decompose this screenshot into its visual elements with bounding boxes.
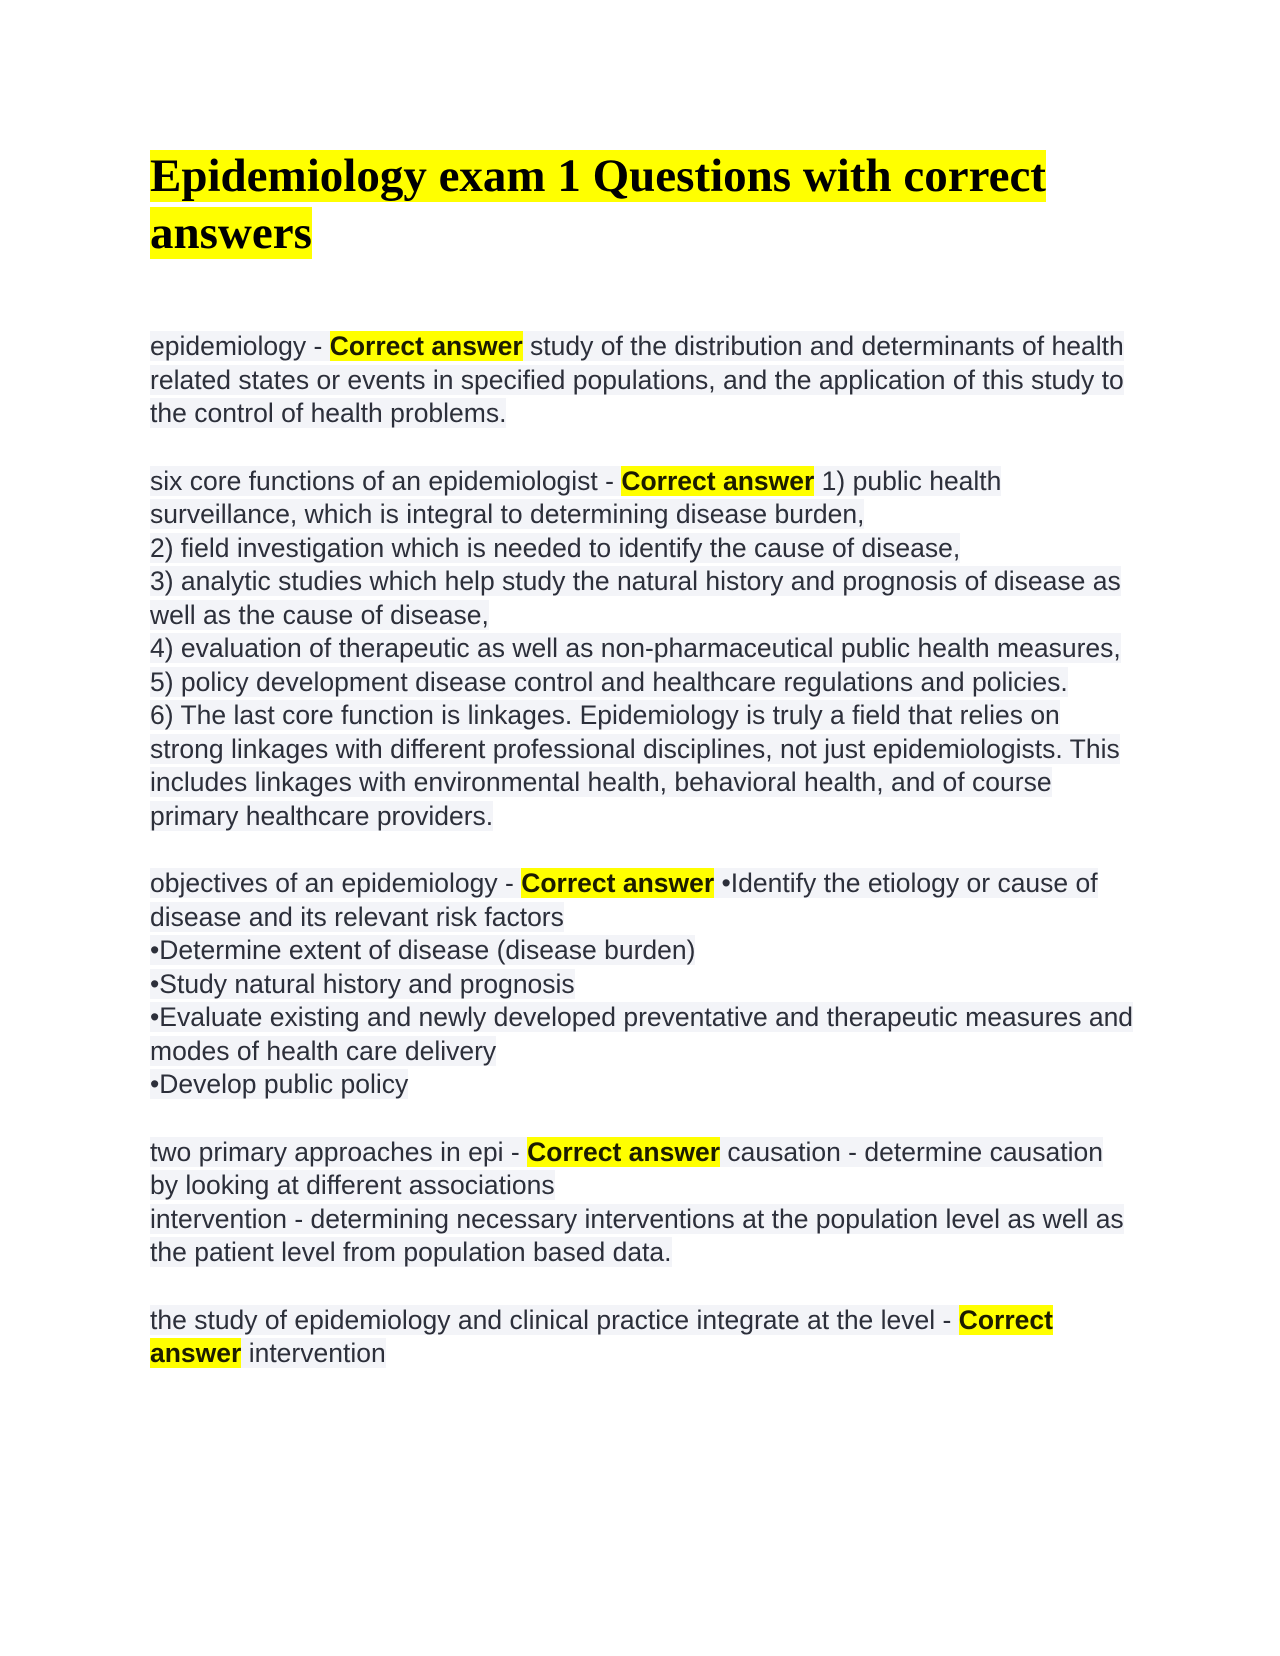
qa-entry [150,1304,1135,1371]
answer-text: •Study natural history and prognosis [150,968,575,999]
question-text: two primary approaches in epi - [150,1136,528,1167]
qa-list [150,330,1135,1371]
question-text: the study of epidemiology and clinical practice integrate at the level - [150,1304,959,1335]
answer-text: 1) public health surveillance, which is integral to determining disease burden, [150,465,1002,529]
document-title [150,148,1135,262]
answer-text: 3) analytic studies which help study the natural history and prognosis of disease as well as the cause of disease, [150,566,1121,630]
answer-text: •Develop public policy [150,1069,409,1099]
answer-text: •Evaluate existing and newly developed preventative and therapeutic measures and modes of health care delivery [150,1002,1134,1066]
answer-text: 4) evaluation of therapeutic as well as non-pharmaceutical public health measures, [150,633,1121,663]
answer-text: 6) The last core function is linkages. Epidemiology is truly a field that relies on strong linkages with different professional disciplines, not just epidemiologists. This includes linkages with environmental health, behavioral health, and of course primary healthcare providers. [150,700,1120,831]
answer-text: 2) field investigation which is needed to identify the cause of disease, [150,532,961,563]
question-text: objectives of an epidemiology - [150,868,522,898]
qa-entry [150,867,1135,1102]
correct-answer-label: Correct answer [527,1136,721,1167]
correct-answer-label: Correct answer [521,868,715,898]
answer-text: study of the distribution and determinants of health related states or events in specified populations, and the application of this study to the control of health problems. [150,331,1124,428]
answer-text: intervention - determining necessary interventions at the population level as well as the patient level from population based data. [150,1203,1124,1267]
answer-text: •Identify the etiology or cause of disease and its relevant risk factors [150,868,1098,932]
question-text: six core functions of an epidemiologist - [150,465,622,496]
qa-entry [150,1136,1135,1270]
correct-answer-label: Correct answer [329,331,523,361]
correct-answer-label: Correct answer [150,1304,1053,1368]
answer-text: •Determine extent of disease (disease burden) [150,935,696,965]
answer-text: intervention [241,1338,386,1368]
document-page [150,148,1135,1405]
qa-entry [150,330,1135,431]
answer-text: 5) policy development disease control and healthcare regulations and policies. [150,666,1068,697]
question-text: epidemiology - [150,331,330,361]
qa-entry [150,465,1135,834]
answer-text: causation - determine causation by looking at different associations [150,1136,1104,1200]
correct-answer-label: Correct answer [621,465,815,496]
document-title-text: Epidemiology exam 1 Questions with correct answers [150,150,1046,259]
